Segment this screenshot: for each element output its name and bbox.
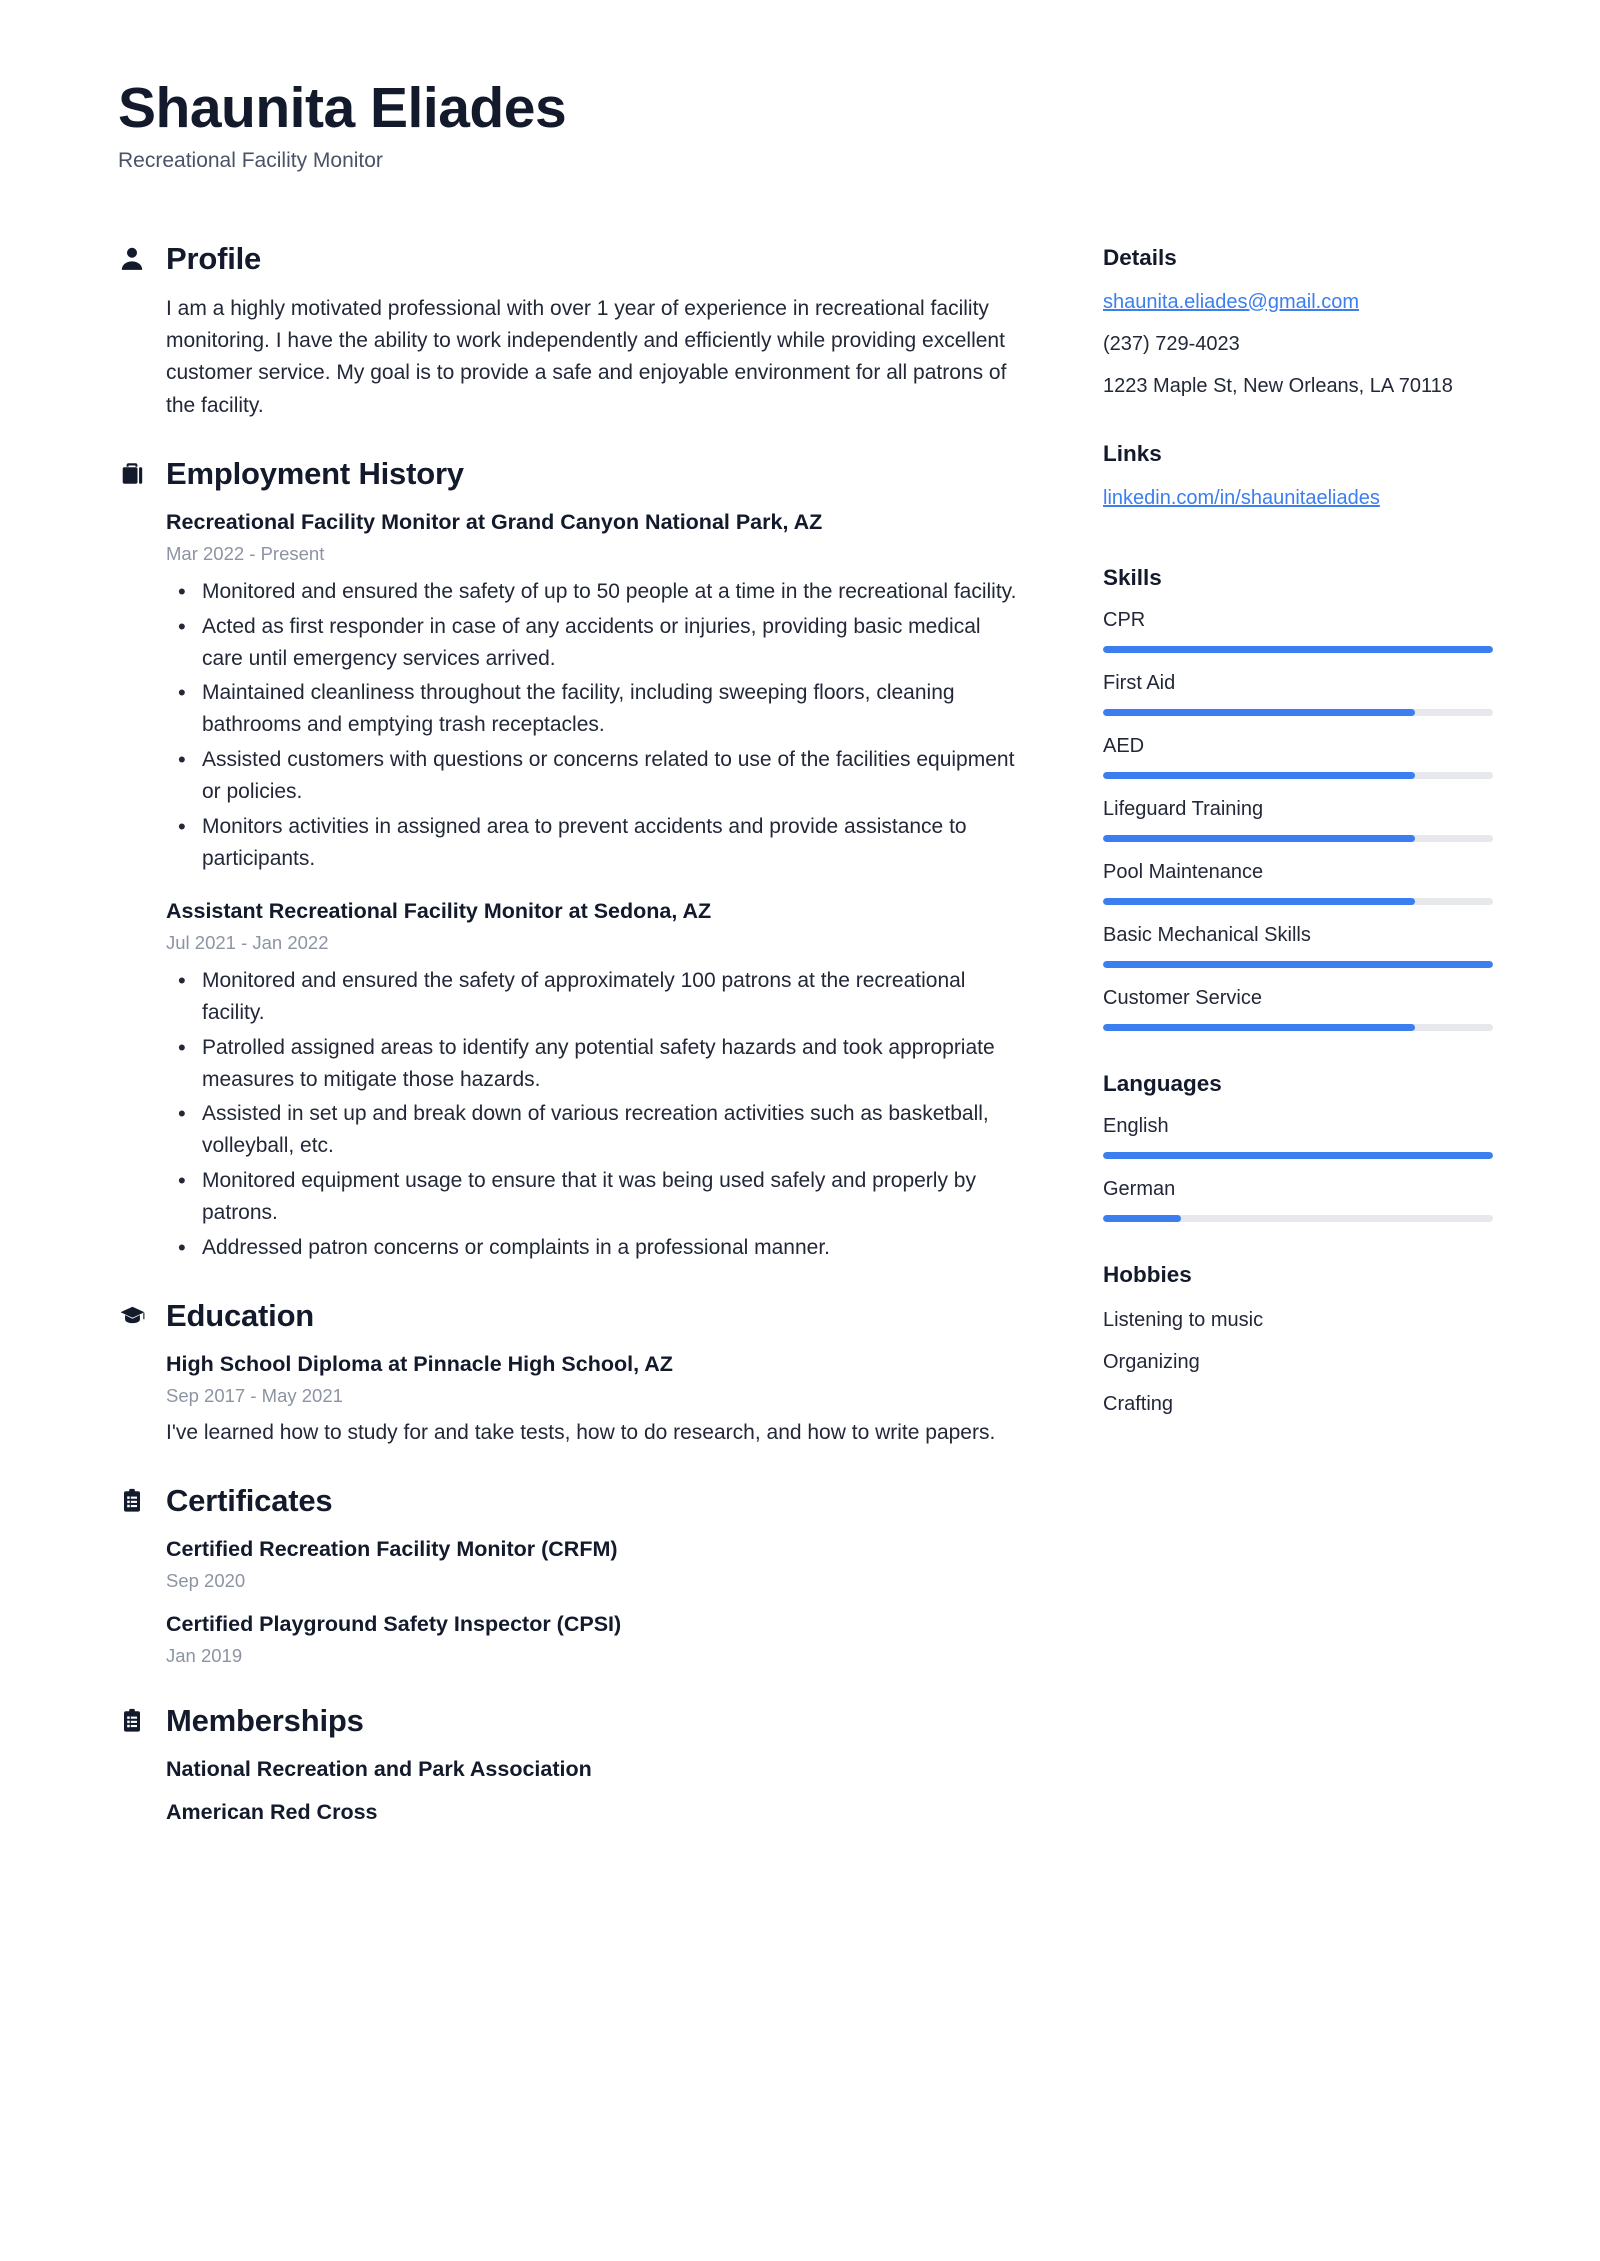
skill-item [1103,860,1493,905]
hobby-item: Listening to music [1103,1308,1264,1331]
skill-item [1103,797,1493,842]
employment-entry-bullets [166,965,1023,1264]
section-profile [118,241,1023,422]
membership-title: American Red Cross [166,1800,378,1825]
section-education-header [118,1298,1023,1334]
section-memberships-title: Memberships [166,1703,364,1739]
email-link[interactable]: shaunita.eliades@gmail.com [1103,290,1359,313]
skill-label: Basic Mechanical Skills [1103,923,1311,946]
hobby-item: Crafting [1103,1392,1174,1415]
section-employment-title: Employment History [166,455,464,491]
list-item: • Monitored and ensured the safety of up to 50 people at a time in the recreational facility. [166,576,1023,608]
certificate-entry [166,1535,1023,1594]
graduation-cap-icon [118,1301,146,1331]
language-meter-fill [1103,1215,1181,1222]
language-meter-track [1103,1152,1493,1159]
education-entry-title: High School Diploma at Pinnacle High School, AZ [166,1351,673,1376]
profile-text: I am a highly motivated professional with over 1 year of experience in recreational facility monitoring. I have the ability to work independently and efficiently while providing excellent customer service. My goal is to provide a safe and enjoyable environment for all patrons of the facility. [166,296,1007,417]
hobby-item: Organizing [1103,1350,1200,1373]
sidebar-skills-title: Skills [1103,564,1162,590]
section-employment [118,456,1023,1264]
language-item [1103,1177,1493,1222]
list-item: • Patrolled assigned areas to identify any potential safety hazards and took appropriate measures to mitigate those hazards. [166,1032,1023,1096]
section-certificates-header [118,1483,1023,1519]
skill-item [1103,608,1493,653]
employment-entry [166,897,1023,1264]
section-memberships-header [118,1703,1023,1739]
membership-entry [166,1755,1023,1784]
skill-meter-track [1103,646,1493,653]
skill-item [1103,734,1493,779]
membership-title: National Recreation and Park Association [166,1757,592,1782]
skill-meter-track [1103,835,1493,842]
education-entry-description: I've learned how to study for and take tests, how to do research, and how to write papers. [166,1420,996,1444]
skill-meter-track [1103,709,1493,716]
skill-meter-track [1103,1024,1493,1031]
language-item [1103,1114,1493,1159]
phone-text: (237) 729-4023 [1103,332,1240,355]
section-certificates [118,1483,1023,1669]
sidebar-block-skills [1103,565,1493,1031]
candidate-name: Shaunita Eliades [118,76,567,140]
list-item: • Monitored equipment usage to ensure that it was being used safely and properly by patrons. [166,1165,1023,1229]
skill-item [1103,923,1493,968]
skill-label: CPR [1103,608,1146,631]
skill-meter-fill [1103,646,1493,653]
employment-entry-bullets [166,576,1023,875]
language-meter-fill [1103,1152,1493,1159]
sidebar-block-languages [1103,1071,1493,1222]
clipboard-icon [118,1486,146,1516]
employment-entry [166,508,1023,875]
skill-item [1103,671,1493,716]
certificate-date: Jan 2019 [166,1645,243,1667]
section-employment-body [118,508,1023,1264]
skill-meter-track [1103,898,1493,905]
main-column [118,241,1023,1862]
section-education-body [118,1350,1023,1449]
skill-label: Pool Maintenance [1103,860,1264,883]
employment-entry-title: Assistant Recreational Facility Monitor at Sedona, AZ [166,898,712,923]
certificate-title: Certified Recreation Facility Monitor (CRFM) [166,1537,618,1562]
skill-meter-fill [1103,835,1415,842]
section-education [118,1298,1023,1449]
section-certificates-body [118,1535,1023,1669]
list-item: • Maintained cleanliness throughout the facility, including sweeping floors, cleaning bathrooms and emptying trash receptacles. [166,677,1023,741]
skill-meter-track [1103,772,1493,779]
resume-header [118,78,1490,173]
section-employment-header [118,456,1023,492]
education-entry [166,1350,1023,1449]
list-item: • Acted as first responder in case of any accidents or injuries, providing basic medical care until emergency services arrived. [166,611,1023,675]
sidebar-languages-title: Languages [1103,1070,1222,1096]
user-icon [118,244,146,274]
briefcase-icon [118,459,146,489]
list-item: • Assisted in set up and break down of various recreation activities such as basketball, volleyball, etc. [166,1098,1023,1162]
address-text: 1223 Maple St, New Orleans, LA 70118 [1103,374,1453,397]
list-item: • Assisted customers with questions or concerns related to use of the facilities equipment or policies. [166,744,1023,808]
skill-meter-fill [1103,961,1493,968]
membership-entry [166,1798,1023,1827]
sidebar-column [1103,241,1493,1460]
employment-entry-title: Recreational Facility Monitor at Grand Canyon National Park, AZ [166,509,823,534]
list-item: • Monitored and ensured the safety of approximately 100 patrons at the recreational facility. [166,965,1023,1029]
resume-columns [118,241,1490,1862]
skill-label: AED [1103,734,1145,757]
language-label: English [1103,1114,1169,1137]
certificate-date: Sep 2020 [166,1570,246,1592]
employment-entry-date: Jul 2021 - Jan 2022 [166,931,329,953]
sidebar-hobbies-title: Hobbies [1103,1261,1192,1287]
skill-meter-fill [1103,898,1415,905]
clipboard-icon [118,1706,146,1736]
skill-label: First Aid [1103,671,1176,694]
sidebar-details-title: Details [1103,244,1177,270]
skill-meter-track [1103,961,1493,968]
linkedin-link[interactable]: linkedin.com/in/shaunitaeliades [1103,486,1380,509]
section-profile-title: Profile [166,240,262,276]
language-meter-track [1103,1215,1493,1222]
section-certificates-title: Certificates [166,1483,333,1519]
section-profile-body [118,293,1023,422]
skill-item [1103,986,1493,1031]
certificate-entry [166,1610,1023,1669]
skill-meter-fill [1103,1024,1415,1031]
list-item: • Addressed patron concerns or complaints in a professional manner. [166,1232,1023,1264]
skill-label: Lifeguard Training [1103,797,1264,820]
section-memberships-body [118,1755,1023,1827]
skill-meter-fill [1103,772,1415,779]
list-item: • Monitors activities in assigned area to prevent accidents and provide assistance to participants. [166,811,1023,875]
sidebar-block-links [1103,441,1493,525]
section-education-title: Education [166,1297,315,1333]
candidate-job-title: Recreational Facility Monitor [118,148,383,172]
sidebar-links-title: Links [1103,440,1162,466]
certificate-title: Certified Playground Safety Inspector (CPSI) [166,1612,622,1637]
sidebar-block-hobbies [1103,1262,1493,1420]
education-entry-date: Sep 2017 - May 2021 [166,1385,343,1406]
employment-entry-date: Mar 2022 - Present [166,542,325,564]
language-label: German [1103,1177,1176,1200]
skill-meter-fill [1103,709,1415,716]
section-profile-header [118,241,1023,277]
skill-label: Customer Service [1103,986,1262,1009]
sidebar-block-details [1103,245,1493,401]
section-memberships [118,1703,1023,1827]
